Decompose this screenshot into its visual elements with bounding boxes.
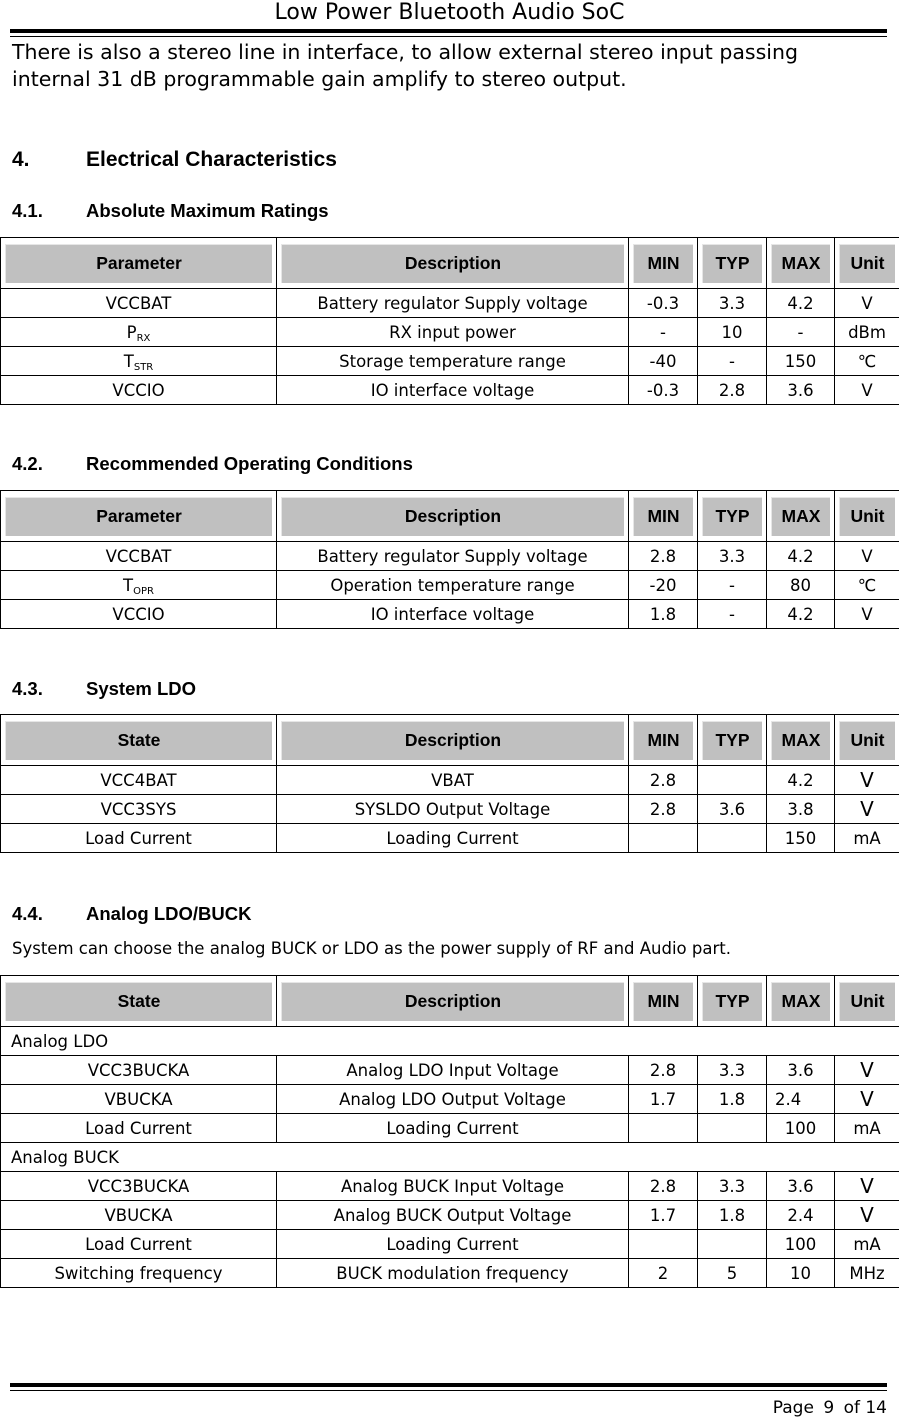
unit-cell: MHz bbox=[835, 1259, 899, 1288]
column-header: Description bbox=[277, 238, 629, 289]
param-cell: VBUCKA bbox=[1, 1085, 277, 1114]
header-rule-thin bbox=[10, 36, 887, 37]
table-row bbox=[1, 318, 899, 347]
system-ldo-table bbox=[0, 714, 899, 853]
param-cell: VCCIO bbox=[1, 376, 277, 405]
table-row bbox=[1, 1056, 899, 1085]
min-cell: - bbox=[629, 318, 698, 347]
typ-cell bbox=[698, 1114, 767, 1143]
analog-ldo-buck-table bbox=[0, 975, 899, 1288]
page-total: of 14 bbox=[843, 1398, 887, 1418]
max-cell: 150 bbox=[767, 824, 835, 853]
page-footer bbox=[769, 1397, 887, 1419]
column-header: MIN bbox=[629, 491, 698, 542]
section-title: Recommended Operating Conditions bbox=[86, 453, 413, 474]
section-title: Electrical Characteristics bbox=[86, 148, 337, 171]
min-cell: -0.3 bbox=[629, 376, 698, 405]
desc-cell: Loading Current bbox=[277, 1114, 629, 1143]
absolute-max-ratings-table bbox=[0, 237, 899, 405]
table-row bbox=[1, 1201, 899, 1230]
max-cell: 3.6 bbox=[767, 1172, 835, 1201]
min-cell bbox=[629, 1114, 698, 1143]
table-header-row bbox=[1, 238, 899, 289]
param-cell: VCCBAT bbox=[1, 542, 277, 571]
section-number: 4.4. bbox=[12, 903, 43, 924]
typ-cell: 10 bbox=[698, 318, 767, 347]
desc-cell: Storage temperature range bbox=[277, 347, 629, 376]
table-row bbox=[1, 766, 899, 795]
param-cell: VCC4BAT bbox=[1, 766, 277, 795]
recommended-operating-table bbox=[0, 490, 899, 629]
column-header: TYP bbox=[698, 715, 767, 766]
footer-rule-thin bbox=[10, 1390, 887, 1391]
section-number: 4.2. bbox=[12, 453, 43, 474]
unit-cell: mA bbox=[835, 1230, 899, 1259]
desc-cell: VBAT bbox=[277, 766, 629, 795]
table-row bbox=[1, 1230, 899, 1259]
min-cell: 2 bbox=[629, 1259, 698, 1288]
min-cell: 2.8 bbox=[629, 766, 698, 795]
column-header: Description bbox=[277, 715, 629, 766]
min-cell: 1.8 bbox=[629, 600, 698, 629]
column-header: State bbox=[1, 715, 277, 766]
param-cell: $T_{STR}$ bbox=[1, 347, 277, 376]
section-title: Analog LDO/BUCK bbox=[86, 903, 252, 924]
unit-cell: V bbox=[835, 289, 899, 318]
header-rule-thick bbox=[10, 29, 887, 33]
column-header: MAX bbox=[767, 715, 835, 766]
max-cell: 100 bbox=[767, 1114, 835, 1143]
column-header: State bbox=[1, 976, 277, 1027]
section-number: 4.3. bbox=[12, 678, 43, 699]
param-cell: $T_{OPR}$ bbox=[1, 571, 277, 600]
max-cell: 4.2 bbox=[767, 542, 835, 571]
desc-cell: IO interface voltage bbox=[277, 600, 629, 629]
section-4-heading bbox=[12, 147, 337, 173]
param-cell: Load Current bbox=[1, 824, 277, 853]
table-header-row bbox=[1, 976, 899, 1027]
table-row bbox=[1, 571, 899, 600]
column-header: TYP bbox=[698, 491, 767, 542]
column-header: Description bbox=[277, 491, 629, 542]
table-row bbox=[1, 1259, 899, 1288]
desc-cell: Loading Current bbox=[277, 824, 629, 853]
footer-rule-thick bbox=[10, 1383, 887, 1387]
page-number: 9 bbox=[823, 1398, 835, 1418]
max-cell: 4.2 bbox=[767, 766, 835, 795]
max-cell: 3.8 bbox=[767, 795, 835, 824]
desc-cell: Loading Current bbox=[277, 1230, 629, 1259]
section-number: 4.1. bbox=[12, 200, 43, 221]
min-cell: -20 bbox=[629, 571, 698, 600]
typ-cell: 5 bbox=[698, 1259, 767, 1288]
table-header-row bbox=[1, 491, 899, 542]
unit-cell: V bbox=[835, 1085, 899, 1114]
max-cell: 80 bbox=[767, 571, 835, 600]
section-title: System LDO bbox=[86, 678, 197, 699]
column-header: Unit bbox=[835, 715, 899, 766]
section-4-1-heading bbox=[12, 199, 329, 223]
max-cell: 3.6 bbox=[767, 1056, 835, 1085]
max-cell: 3.6 bbox=[767, 376, 835, 405]
min-cell: 1.7 bbox=[629, 1201, 698, 1230]
column-header: Parameter bbox=[1, 238, 277, 289]
column-header: Description bbox=[277, 976, 629, 1027]
min-cell: 2.8 bbox=[629, 542, 698, 571]
desc-cell: BUCK modulation frequency bbox=[277, 1259, 629, 1288]
page-label: Page bbox=[772, 1398, 814, 1418]
max-cell: 4.2 bbox=[767, 289, 835, 318]
unit-cell: V bbox=[835, 600, 899, 629]
table-row bbox=[1, 347, 899, 376]
param-cell: Load Current bbox=[1, 1114, 277, 1143]
section-4-2-heading bbox=[12, 452, 413, 476]
max-cell: 2.4 bbox=[767, 1085, 835, 1114]
table-group-row bbox=[1, 1143, 899, 1172]
unit-cell: ℃ bbox=[835, 571, 899, 600]
desc-cell: RX input power bbox=[277, 318, 629, 347]
desc-cell: Analog BUCK Output Voltage bbox=[277, 1201, 629, 1230]
desc-cell: Battery regulator Supply voltage bbox=[277, 289, 629, 318]
section-4-3-heading bbox=[12, 677, 196, 701]
unit-cell: V bbox=[835, 1172, 899, 1201]
min-cell: 2.8 bbox=[629, 1172, 698, 1201]
typ-cell: 3.6 bbox=[698, 795, 767, 824]
desc-cell: Operation temperature range bbox=[277, 571, 629, 600]
typ-cell: - bbox=[698, 571, 767, 600]
typ-cell bbox=[698, 1230, 767, 1259]
desc-cell: Analog BUCK Input Voltage bbox=[277, 1172, 629, 1201]
table-group-row bbox=[1, 1027, 899, 1056]
typ-cell: 1.8 bbox=[698, 1085, 767, 1114]
column-header: Unit bbox=[835, 238, 899, 289]
min-cell: -40 bbox=[629, 347, 698, 376]
desc-cell: Analog LDO Output Voltage bbox=[277, 1085, 629, 1114]
table-row bbox=[1, 376, 899, 405]
param-cell: VBUCKA bbox=[1, 1201, 277, 1230]
param-cell: VCC3BUCKA bbox=[1, 1172, 277, 1201]
typ-cell bbox=[698, 824, 767, 853]
column-header: MIN bbox=[629, 715, 698, 766]
param-cell: VCCBAT bbox=[1, 289, 277, 318]
section-number: 4. bbox=[12, 148, 30, 171]
column-header: TYP bbox=[698, 976, 767, 1027]
typ-cell: 3.3 bbox=[698, 289, 767, 318]
page-header-title: Low Power Bluetooth Audio SoC bbox=[274, 0, 625, 25]
column-header: TYP bbox=[698, 238, 767, 289]
column-header: Unit bbox=[835, 976, 899, 1027]
min-cell bbox=[629, 1230, 698, 1259]
section-4-4-heading bbox=[12, 902, 251, 926]
param-cell: VCC3SYS bbox=[1, 795, 277, 824]
max-cell: 100 bbox=[767, 1230, 835, 1259]
table-row bbox=[1, 795, 899, 824]
unit-cell: V bbox=[835, 1201, 899, 1230]
table-row bbox=[1, 600, 899, 629]
param-cell: Load Current bbox=[1, 1230, 277, 1259]
typ-cell bbox=[698, 766, 767, 795]
table-row bbox=[1, 1085, 899, 1114]
max-cell: 2.4 bbox=[767, 1201, 835, 1230]
unit-cell: V bbox=[835, 542, 899, 571]
param-cell: $P_{RX}$ bbox=[1, 318, 277, 347]
column-header: MAX bbox=[767, 238, 835, 289]
table-row bbox=[1, 1114, 899, 1143]
param-cell: VCCIO bbox=[1, 600, 277, 629]
column-header: MAX bbox=[767, 976, 835, 1027]
max-cell: 10 bbox=[767, 1259, 835, 1288]
typ-cell: 3.3 bbox=[698, 1172, 767, 1201]
table-row bbox=[1, 542, 899, 571]
desc-cell: Battery regulator Supply voltage bbox=[277, 542, 629, 571]
unit-cell: dBm bbox=[835, 318, 899, 347]
column-header: MAX bbox=[767, 491, 835, 542]
section-title: Absolute Maximum Ratings bbox=[86, 200, 329, 221]
typ-cell: 3.3 bbox=[698, 542, 767, 571]
table-header-row bbox=[1, 715, 899, 766]
desc-cell: Analog LDO Input Voltage bbox=[277, 1056, 629, 1085]
unit-cell: V bbox=[835, 1056, 899, 1085]
min-cell: 2.8 bbox=[629, 795, 698, 824]
min-cell: 1.7 bbox=[629, 1085, 698, 1114]
column-header: MIN bbox=[629, 238, 698, 289]
unit-cell: mA bbox=[835, 824, 899, 853]
typ-cell: - bbox=[698, 600, 767, 629]
min-cell bbox=[629, 824, 698, 853]
table-row bbox=[1, 289, 899, 318]
unit-cell: mA bbox=[835, 1114, 899, 1143]
unit-cell: V bbox=[835, 795, 899, 824]
column-header: Parameter bbox=[1, 491, 277, 542]
group-label: Analog LDO bbox=[1, 1027, 899, 1056]
typ-cell: 2.8 bbox=[698, 376, 767, 405]
desc-cell: SYSLDO Output Voltage bbox=[277, 795, 629, 824]
min-cell: 2.8 bbox=[629, 1056, 698, 1085]
section-4-4-paragraph: System can choose the analog BUCK or LDO as the power supply of RF and Audio part. bbox=[12, 939, 731, 958]
column-header: Unit bbox=[835, 491, 899, 542]
table-row bbox=[1, 1172, 899, 1201]
typ-cell: 3.3 bbox=[698, 1056, 767, 1085]
param-cell: Switching frequency bbox=[1, 1259, 277, 1288]
typ-cell: - bbox=[698, 347, 767, 376]
max-cell: - bbox=[767, 318, 835, 347]
table-row bbox=[1, 824, 899, 853]
min-cell: -0.3 bbox=[629, 289, 698, 318]
max-cell: 150 bbox=[767, 347, 835, 376]
group-label: Analog BUCK bbox=[1, 1143, 899, 1172]
max-cell: 4.2 bbox=[767, 600, 835, 629]
unit-cell: V bbox=[835, 766, 899, 795]
unit-cell: V bbox=[835, 376, 899, 405]
intro-paragraph: There is also a stereo line in interface, to allow external stereo input passing internal 31 dB programmable gain amplify to stereo output. bbox=[12, 40, 798, 91]
param-cell: VCC3BUCKA bbox=[1, 1056, 277, 1085]
typ-cell: 1.8 bbox=[698, 1201, 767, 1230]
unit-cell: ℃ bbox=[835, 347, 899, 376]
column-header: MIN bbox=[629, 976, 698, 1027]
desc-cell: IO interface voltage bbox=[277, 376, 629, 405]
